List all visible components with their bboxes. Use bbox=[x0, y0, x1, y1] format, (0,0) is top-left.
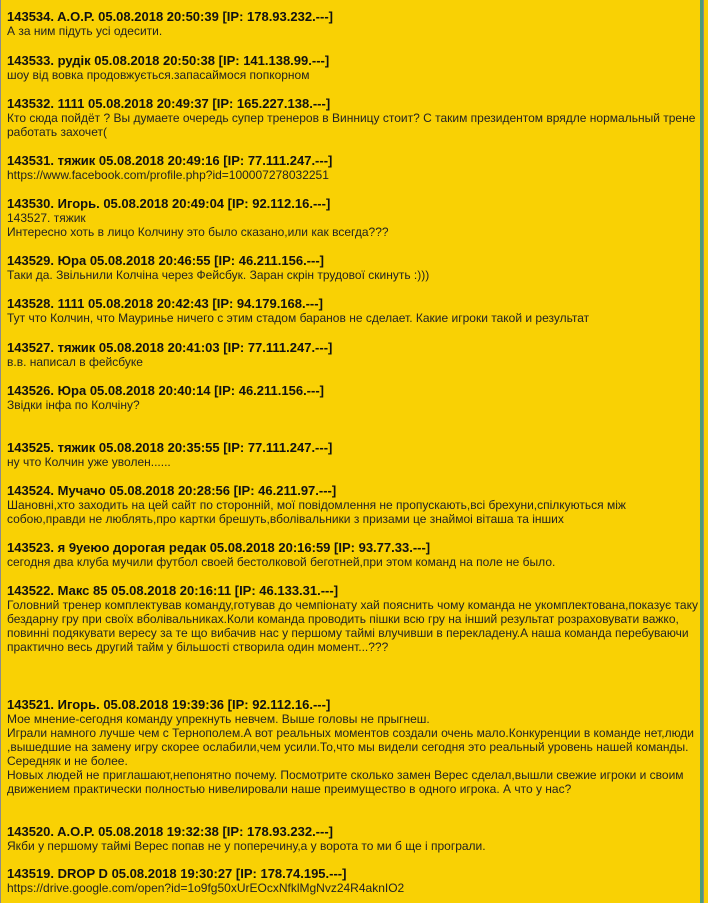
post bbox=[7, 341, 699, 369]
post-header: 143531. тяжик 05.08.2018 20:49:16 [IP: 77.111.247.---] bbox=[7, 153, 333, 168]
post-author: A.O.P. bbox=[57, 9, 95, 24]
post-body bbox=[7, 211, 699, 239]
post-datetime: 05.08.2018 20:42:43 bbox=[88, 296, 209, 311]
post bbox=[7, 698, 699, 796]
post-author: A.O.P. bbox=[57, 824, 95, 839]
post-text: Середняк и не более. bbox=[7, 754, 128, 768]
post-body bbox=[7, 398, 699, 412]
post-quote: 143527. тяжик bbox=[7, 211, 86, 225]
post-ip: [IP: 165.227.138.---] bbox=[212, 96, 331, 111]
post-text: Интересно хоть в лицо Колчину это было сказано,или как всегда??? bbox=[7, 225, 389, 239]
post-id: 143519 bbox=[7, 866, 51, 881]
post-datetime: 05.08.2018 20:50:38 bbox=[94, 53, 216, 68]
post bbox=[7, 484, 699, 526]
post-header: 143527. тяжик 05.08.2018 20:41:03 [IP: 77.111.247.---] bbox=[7, 340, 333, 355]
post bbox=[7, 197, 699, 239]
post-id: 143521 bbox=[7, 697, 51, 712]
post bbox=[7, 54, 699, 82]
post bbox=[7, 441, 699, 469]
post-datetime: 05.08.2018 19:32:38 bbox=[98, 824, 219, 839]
post-author: Макс 85 bbox=[57, 583, 108, 598]
post-text: Якби у першому таймі Верес попав не у поперечину,а у ворота то ми б ще і програли. bbox=[7, 839, 486, 853]
post-text: бездарну гру при своїх вболівальниках.Коли команда проводить пішки всю гру на інший результат розраховувати важко, bbox=[7, 612, 679, 626]
post-ip: [IP: 178.93.232.---] bbox=[222, 9, 333, 24]
post bbox=[7, 297, 699, 325]
post-datetime: 05.08.2018 20:16:11 bbox=[111, 583, 232, 598]
post-author: Мучачо bbox=[57, 483, 106, 498]
post-text: Кто сюда пойдёт ? Вы думаете очередь супер тренеров в Винницу стоит? С таким президентом врядле нормальный трене bbox=[7, 111, 696, 125]
post-text: Новых людей не приглашают,непонятно почему. Посмотрите сколько замен Верес сделал,вышли свежие игроки и своим bbox=[7, 768, 684, 782]
post-id: 143522 bbox=[7, 583, 51, 598]
post-id: 143523 bbox=[7, 540, 51, 555]
post-body bbox=[7, 168, 699, 182]
scrollbar-edge[interactable] bbox=[700, 0, 703, 903]
post-header: 143521. Игорь. 05.08.2018 19:39:36 [IP: 92.112.16.---] bbox=[7, 697, 331, 712]
post-header: 143526. Юра 05.08.2018 20:40:14 [IP: 46.211.156.---] bbox=[7, 383, 324, 398]
post-datetime: 05.08.2018 20:50:39 bbox=[98, 9, 219, 24]
post-header: 143519. DROP D 05.08.2018 19:30:27 [IP: 178.74.195.---] bbox=[7, 866, 347, 881]
post bbox=[7, 10, 699, 38]
post-link[interactable]: https://www.facebook.com/profile.php?id=100007278032251 bbox=[7, 168, 329, 182]
post-author: 1111 bbox=[57, 96, 85, 111]
post-id: 143520 bbox=[7, 824, 51, 839]
post-text: ну что Колчин уже уволен...... bbox=[7, 455, 171, 469]
post-header: 143529. Юра 05.08.2018 20:46:55 [IP: 46.211.156.---] bbox=[7, 253, 324, 268]
post-header: 143524. Мучачо 05.08.2018 20:28:56 [IP: 46.211.97.---] bbox=[7, 483, 337, 498]
post-author: 1111 bbox=[57, 296, 85, 311]
post-text: движением практически полностью нивелировали наше преимущество в одного игрока. А что у нас? bbox=[7, 782, 572, 796]
post-datetime: 05.08.2018 19:39:36 bbox=[103, 697, 225, 712]
post-header: 143525. тяжик 05.08.2018 20:35:55 [IP: 77.111.247.---] bbox=[7, 440, 333, 455]
post-header: 143520. A.O.P. 05.08.2018 19:32:38 [IP: 178.93.232.---] bbox=[7, 824, 333, 839]
post bbox=[7, 541, 699, 569]
post-text: шоу від вовка продовжується.запасаймося попкорном bbox=[7, 68, 310, 82]
post-datetime: 05.08.2018 20:49:37 bbox=[88, 96, 209, 111]
post-body bbox=[7, 498, 699, 526]
post-ip: [IP: 77.111.247.---] bbox=[223, 440, 333, 455]
post bbox=[7, 254, 699, 282]
post-text: в.в. написал в фейсбуке bbox=[7, 355, 143, 369]
post-header: 143523. я 9уеюо дорогая редак 05.08.2018 20:16:59 [IP: 93.77.33.---] bbox=[7, 540, 431, 555]
post-author: Юра bbox=[57, 253, 87, 268]
post-body bbox=[7, 355, 699, 369]
post-header: 143528. 1111 05.08.2018 20:42:43 [IP: 94.179.168.---] bbox=[7, 296, 323, 311]
post-body bbox=[7, 24, 699, 38]
post-author: я 9уеюо дорогая редак bbox=[57, 540, 207, 555]
post-header: 143522. Макс 85 05.08.2018 20:16:11 [IP: 46.133.31.---] bbox=[7, 583, 339, 598]
post bbox=[7, 97, 699, 139]
post-author: DROP D bbox=[57, 866, 108, 881]
post-ip: [IP: 92.112.16.---] bbox=[227, 697, 331, 712]
post-id: 143533 bbox=[7, 53, 51, 68]
post-id: 143534 bbox=[7, 9, 51, 24]
post-id: 143531 bbox=[7, 153, 51, 168]
post-link[interactable]: https://drive.google.com/open?id=1o9fg50xUrEOcxNfklMgNvz24R4aknIO2 bbox=[7, 881, 405, 895]
post-ip: [IP: 46.211.156.---] bbox=[214, 253, 324, 268]
post-text: собою,правди не люблять,про картки брешуть,вболівальники з призами це знаймоі віташа та інших bbox=[7, 512, 564, 526]
post-header: 143534. A.O.P. 05.08.2018 20:50:39 [IP: 178.93.232.---] bbox=[7, 9, 333, 24]
post-text: Таки да. Звільнили Колчіна через Фейсбук. Заран скрін трудової скинуть :))) bbox=[7, 268, 430, 282]
post-author: Игорь. bbox=[57, 697, 100, 712]
post-text: Мое мнение-сегодня команду упрекнуть невчем. Выше головы не прыгнеш. bbox=[7, 712, 430, 726]
post-datetime: 05.08.2018 20:49:16 bbox=[98, 153, 220, 168]
post-text: Тут что Колчин, что Мауринье ничего с этим стадом баранов не сделает. Какие игроки такой и результат bbox=[7, 311, 590, 325]
post bbox=[7, 584, 699, 654]
post-text: Головний тренер комплектував команду,готував до чемпіонату хай пояснить чому команда не укомплектована,показує таку bbox=[7, 598, 698, 612]
post-author: тяжик bbox=[57, 153, 96, 168]
post-datetime: 05.08.2018 20:40:14 bbox=[89, 383, 211, 398]
post-header: 143532. 1111 05.08.2018 20:49:37 [IP: 165.227.138.---] bbox=[7, 96, 331, 111]
post-text: практично весь другий тайм у більшості створила один момент...??? bbox=[7, 640, 389, 654]
post-body bbox=[7, 68, 699, 82]
post-ip: [IP: 93.77.33.---] bbox=[334, 540, 431, 555]
post-text: повинні подякувати вересу за те що вибачив нас у першому таймі влучивши в перекладену.А наша команда перебуваючи bbox=[7, 626, 689, 640]
post-ip: [IP: 46.133.31.---] bbox=[234, 583, 339, 598]
post-id: 143525 bbox=[7, 440, 51, 455]
post-ip: [IP: 178.74.195.---] bbox=[235, 866, 347, 881]
post-datetime: 05.08.2018 19:30:27 bbox=[111, 866, 233, 881]
post-ip: [IP: 178.93.232.---] bbox=[222, 824, 333, 839]
post-id: 143526 bbox=[7, 383, 51, 398]
post-text: Шановні,хто заходить на цей сайт по сторонній, мої повідомлення не пропускають,всі брехуни,спілкуються між bbox=[7, 498, 626, 512]
post-datetime: 05.08.2018 20:28:56 bbox=[109, 483, 230, 498]
post-datetime: 05.08.2018 20:16:59 bbox=[209, 540, 331, 555]
post-body bbox=[7, 111, 699, 139]
post-ip: [IP: 141.138.99.---] bbox=[218, 53, 330, 68]
post-id: 143529 bbox=[7, 253, 51, 268]
post-body bbox=[7, 455, 699, 469]
post-datetime: 05.08.2018 20:49:04 bbox=[103, 196, 225, 211]
post-ip: [IP: 77.111.247.---] bbox=[223, 340, 333, 355]
post bbox=[7, 384, 699, 412]
post bbox=[7, 825, 699, 853]
post-author: Юра bbox=[57, 383, 87, 398]
post-ip: [IP: 46.211.156.---] bbox=[214, 383, 324, 398]
post-ip: [IP: 92.112.16.---] bbox=[227, 196, 331, 211]
post-header: 143530. Игорь. 05.08.2018 20:49:04 [IP: 92.112.16.---] bbox=[7, 196, 331, 211]
post-author: тяжик bbox=[57, 340, 96, 355]
post-text: сегодня два клуба мучили футбол своей бестолковой беготней,при этом команд на поле не было. bbox=[7, 555, 556, 569]
post-text: Играли намного лучше чем с Тернополем.А вот реальных моментов создали очень мало.Конкуренции в команде нет,люди bbox=[7, 726, 695, 740]
post-ip: [IP: 77.111.247.---] bbox=[223, 153, 333, 168]
post-id: 143527 bbox=[7, 340, 51, 355]
post-datetime: 05.08.2018 20:35:55 bbox=[98, 440, 220, 455]
post-id: 143532 bbox=[7, 96, 51, 111]
post-text: А за ним підуть усі одесити. bbox=[7, 24, 163, 38]
post-datetime: 05.08.2018 20:46:55 bbox=[89, 253, 211, 268]
post-author: рудік bbox=[57, 53, 91, 68]
post-body bbox=[7, 268, 699, 282]
post-header: 143533. рудік 05.08.2018 20:50:38 [IP: 141.138.99.---] bbox=[7, 53, 330, 68]
post bbox=[7, 867, 699, 895]
post-ip: [IP: 46.211.97.---] bbox=[233, 483, 337, 498]
post-id: 143530 bbox=[7, 196, 51, 211]
post-body bbox=[7, 712, 699, 796]
post bbox=[7, 154, 699, 182]
post-id: 143524 bbox=[7, 483, 51, 498]
post-text: работать захочет( bbox=[7, 125, 107, 139]
post-author: тяжик bbox=[57, 440, 96, 455]
post-id: 143528 bbox=[7, 296, 51, 311]
post-ip: [IP: 94.179.168.---] bbox=[212, 296, 323, 311]
post-body bbox=[7, 598, 699, 654]
post-datetime: 05.08.2018 20:41:03 bbox=[98, 340, 220, 355]
post-body bbox=[7, 839, 699, 853]
post-body bbox=[7, 555, 699, 569]
post-body bbox=[7, 311, 699, 325]
post-text: ,вышедшие на замену игру скорее ослабили,чем усили.То,что мы видели сегодня это реальный уровень нашей команды. bbox=[7, 740, 689, 754]
post-text: Звідки інфа по Колчіну? bbox=[7, 398, 140, 412]
post-author: Игорь. bbox=[57, 196, 100, 211]
post-body bbox=[7, 881, 699, 895]
